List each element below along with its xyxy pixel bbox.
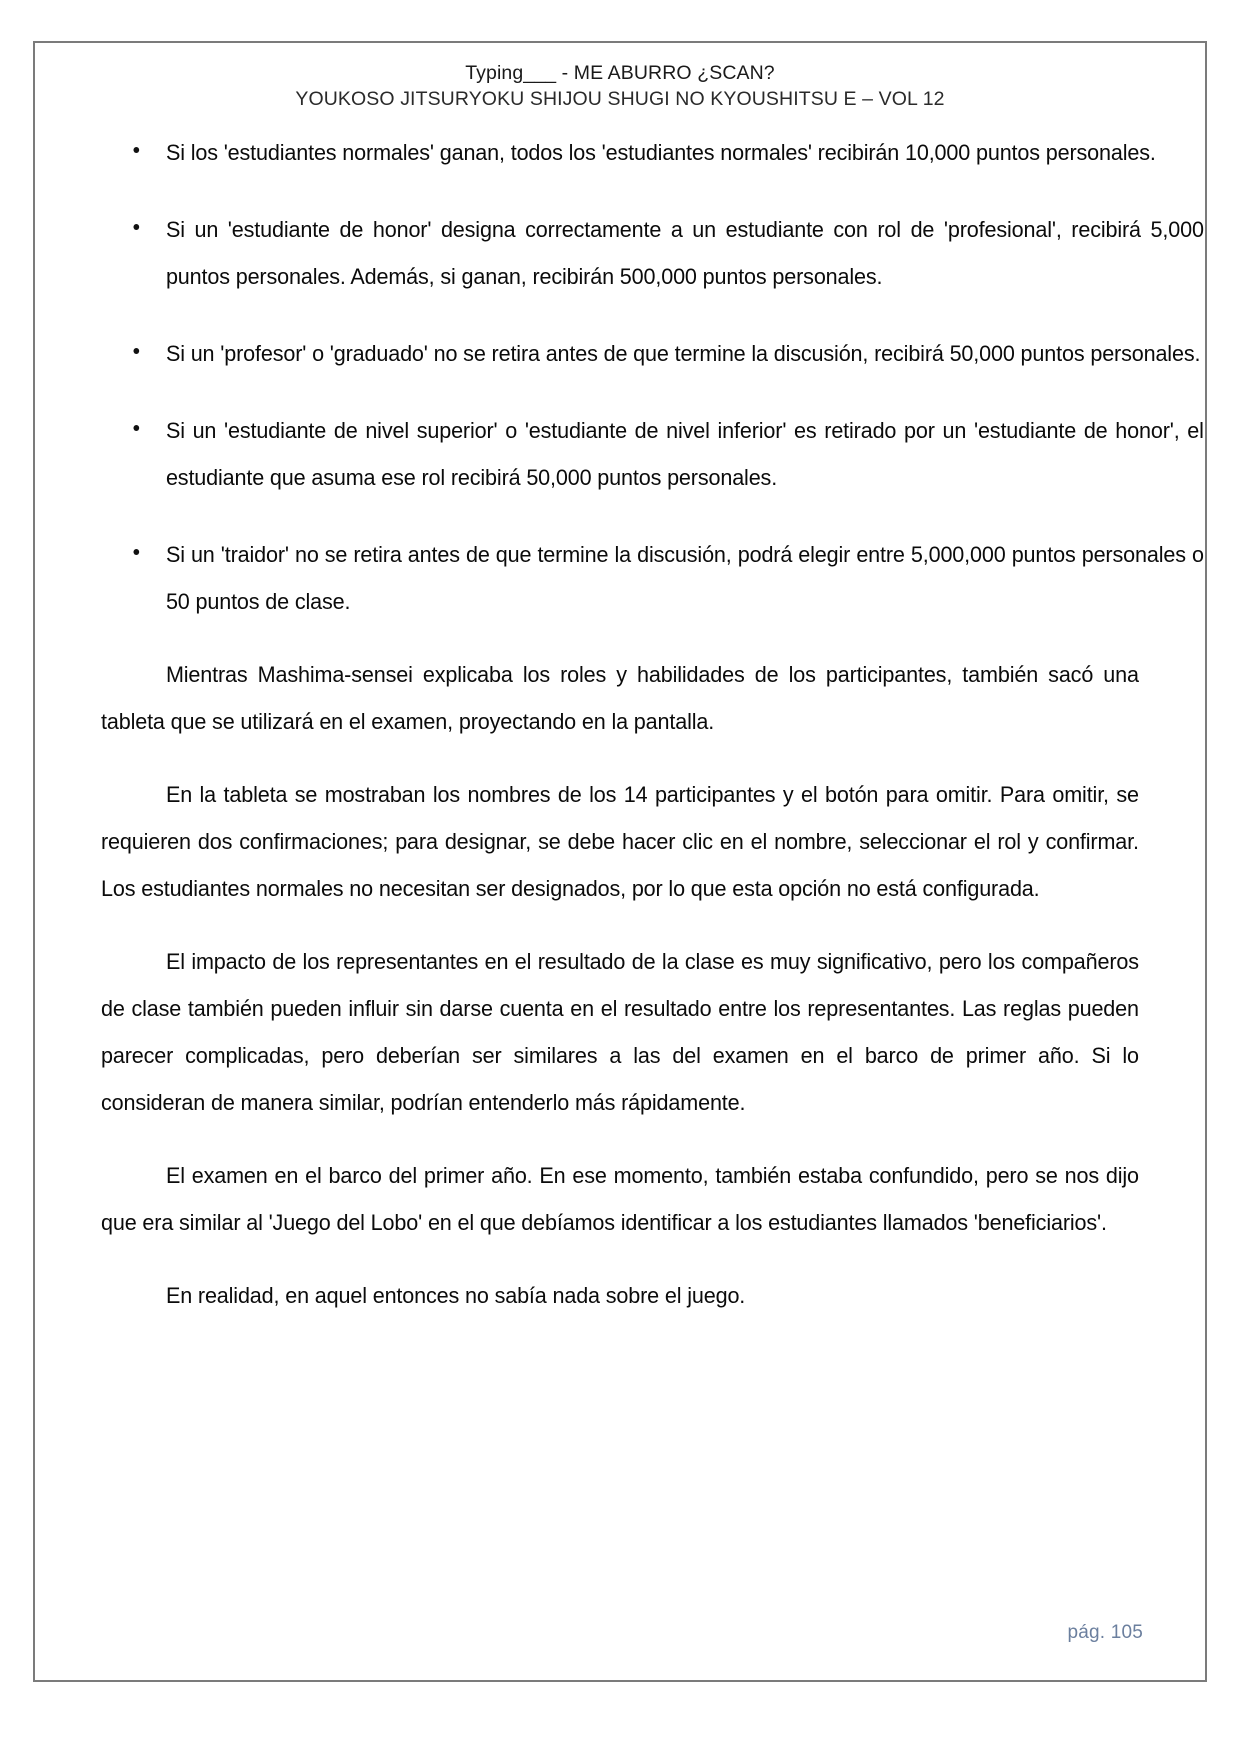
list-item-text: Si un 'estudiante de nivel superior' o 'estudiante de nivel inferior' es retirado por un 'estudiante de honor', el estudiante que asuma ese rol recibirá 50,000 puntos personales. [165, 417, 1204, 490]
list-item [101, 330, 1204, 377]
page-number-footer: pág. 105 [1067, 1622, 1143, 1643]
bullet-dot-icon [133, 348, 139, 354]
list-item-text: Si un 'profesor' o 'graduado' no se retira antes de que termine la discusión, recibirá 50,000 puntos personales. [165, 340, 1201, 366]
body-paragraph: El impacto de los representantes en el resultado de la clase es muy significativo, pero los compañeros de clase también pueden influir sin darse cuenta en el resultado entre los representantes. Las reglas pueden parecer complicadas, pero deberían ser similares a las del examen en el barco de primer año. Si lo consideran de manera similar, podrían entenderlo más rápidamente. [101, 948, 1139, 1115]
header-title: Typing___ - ME ABURRO ¿SCAN? [465, 62, 775, 84]
list-item [101, 407, 1204, 501]
bullet-dot-icon [133, 147, 139, 153]
rules-bullet-list [101, 129, 1204, 625]
list-item-text: Si los 'estudiantes normales' ganan, todos los 'estudiantes normales' recibirán 10,000 puntos personales. [165, 139, 1156, 165]
bullet-dot-icon [133, 224, 139, 230]
document-page [33, 41, 1207, 1682]
document-body [99, 129, 1204, 1319]
list-item-text: Si un 'estudiante de honor' designa correctamente a un estudiante con rol de 'profesional', recibirá 5,000 puntos personales. Además, si ganan, recibirán 500,000 puntos personales. [165, 216, 1204, 289]
bullet-dot-icon [133, 425, 139, 431]
list-item [101, 531, 1204, 625]
document-header [99, 61, 1141, 115]
list-item-text: Si un 'traidor' no se retira antes de que termine la discusión, podrá elegir entre 5,000,000 puntos personales o 50 puntos de clase. [165, 541, 1204, 614]
body-paragraph: En realidad, en aquel entonces no sabía nada sobre el juego. [165, 1282, 746, 1308]
body-paragraph: Mientras Mashima-sensei explicaba los roles y habilidades de los participantes, también sacó una tableta que se utilizará en el examen, proyectando en la pantalla. [101, 661, 1139, 734]
body-paragraph: El examen en el barco del primer año. En ese momento, también estaba confundido, pero se nos dijo que era similar al 'Juego del Lobo' en el que debíamos identificar a los estudiantes llamados 'beneficiarios'. [101, 1162, 1139, 1235]
body-paragraph: En la tableta se mostraban los nombres de los 14 participantes y el botón para omitir. Para omitir, se requieren dos confirmaciones; para designar, se debe hacer clic en el nombre, seleccionar el rol y confirmar. Los estudiantes normales no necesitan ser designados, por lo que esta opción no está configurada. [101, 781, 1139, 901]
list-item [101, 129, 1204, 176]
bullet-dot-icon [133, 549, 139, 555]
page-content-area [35, 43, 1205, 1680]
list-item [101, 206, 1204, 300]
header-subtitle: YOUKOSO JITSURYOKU SHIJOU SHUGI NO KYOUSHITSU E – VOL 12 [295, 88, 945, 111]
